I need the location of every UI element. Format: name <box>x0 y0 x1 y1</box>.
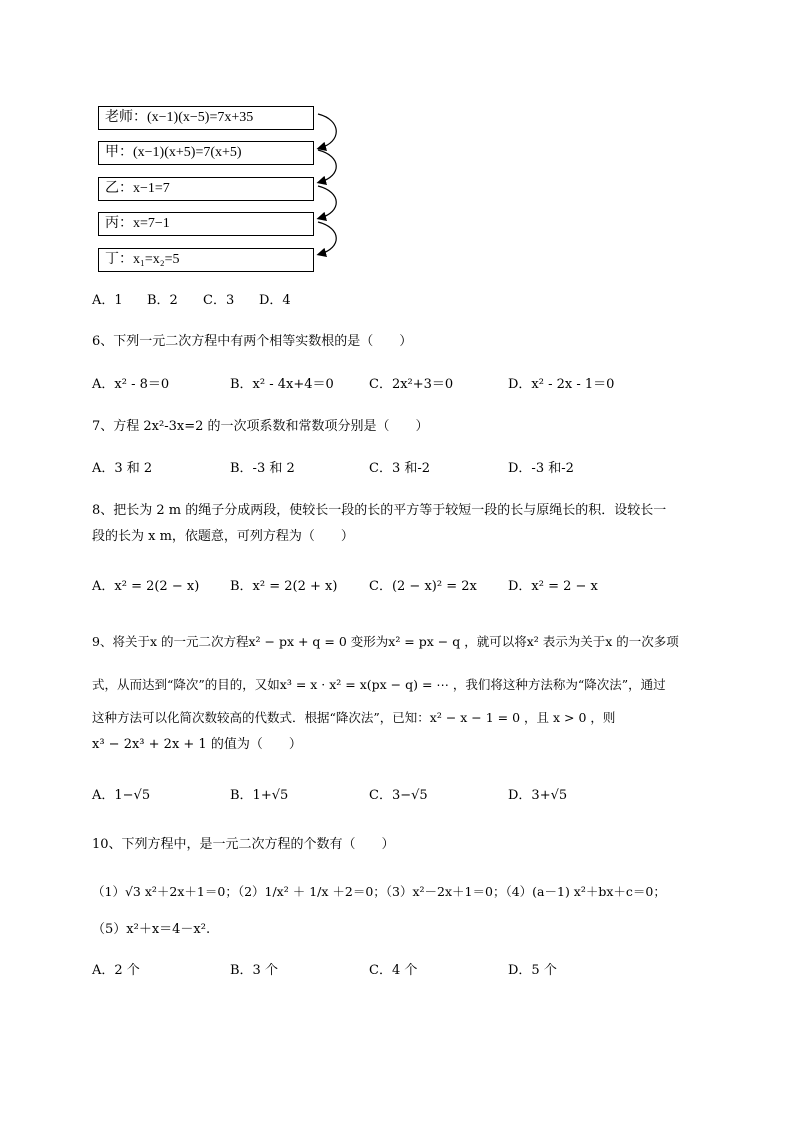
q6-option-b[interactable]: B．x² - 4x+4＝0 <box>230 377 334 392</box>
q6-option-a[interactable]: A．x² - 8＝0 <box>92 377 170 392</box>
curved-arrows <box>316 108 356 268</box>
q10-option-d[interactable]: D．5 个 <box>508 963 557 978</box>
q5-option-d[interactable]: D．4 <box>259 293 291 308</box>
q10-option-b[interactable]: B．3 个 <box>230 963 278 978</box>
q5-option-a[interactable]: A．1 <box>92 293 123 308</box>
step-text: 丁：x₁=x₂=5 <box>105 252 180 267</box>
q9-option-b[interactable]: B．1+√5 <box>230 788 289 803</box>
q8-option-a[interactable]: A．x² = 2(2 − x) <box>92 579 200 594</box>
q10-equations-line1: （1）√3 x²＋2x＋1＝0；（2）1/x² ＋ 1/x ＋2＝0；（3）x²－2x＋1＝0；（4）(a－1) x²＋bx＋c＝0； <box>92 884 666 899</box>
q7-stem: 7、方程 2x²-3x=2 的一次项系数和常数项分别是（ ） <box>92 419 429 434</box>
step-box-bing <box>98 212 314 236</box>
q8-stem-line2: 段的长为 x m，依题意，可列方程为（ ） <box>92 529 354 544</box>
q6-stem: 6、下列一元二次方程中有两个相等实数根的是（ ） <box>92 334 413 349</box>
arrow-3 <box>318 186 336 218</box>
step-box-yi <box>98 177 314 201</box>
q5-option-b[interactable]: B．2 <box>147 293 178 308</box>
q8-stem-line1: 8、把长为 2 m 的绳子分成两段，使较长一段的长的平方等于较短一段的长与原绳长的积．设较长一 <box>92 503 667 518</box>
q9-stem-line4: x³ − 2x³ + 2x + 1 的值为（ ） <box>92 737 302 752</box>
q9-stem-line1: 9、将关于x 的一元二次方程x² − px + q = 0 变形为x² = px − q ，就可以将x² 表示为关于x 的一次多项 <box>92 634 679 649</box>
q7-option-c[interactable]: C．3 和-2 <box>369 461 431 476</box>
q8-option-b[interactable]: B．x² = 2(2 + x) <box>230 579 338 594</box>
arrow-2 <box>318 150 336 182</box>
q8-option-d[interactable]: D．x² = 2 − x <box>508 579 598 594</box>
step-box-ding <box>98 248 314 272</box>
q9-stem-line3: 这种方法可以化简次数较高的代数式．根据“降次法”，已知：x² − x − 1 = 0 ，且 x > 0 ，则 <box>92 710 616 725</box>
step-box-teacher <box>98 106 314 130</box>
arrow-4 <box>318 222 336 254</box>
arrow-1 <box>318 114 336 148</box>
step-box-jia <box>98 141 314 165</box>
q9-option-d[interactable]: D．3+√5 <box>508 788 568 803</box>
q10-stem: 10、下列方程中，是一元二次方程的个数有（ ） <box>92 837 395 852</box>
q9-stem-line2: 式，从而达到“降次”的目的，又如x³ = x · x² = x(px − q) = ⋯ ，我们将这种方法称为“降次法”，通过 <box>92 677 666 692</box>
q5-option-c[interactable]: C．3 <box>203 293 235 308</box>
q6-option-c[interactable]: C．2x²+3＝0 <box>369 377 454 392</box>
q9-option-c[interactable]: C．3−√5 <box>369 788 428 803</box>
step-text: 丙：x=7−1 <box>105 216 170 231</box>
q6-option-d[interactable]: D．x² - 2x - 1＝0 <box>508 377 615 392</box>
q10-equations-line2: （5）x²＋x＝4－x². <box>92 922 211 937</box>
q7-option-d[interactable]: D．-3 和-2 <box>508 461 574 476</box>
q10-option-c[interactable]: C．4 个 <box>369 963 418 978</box>
q10-option-a[interactable]: A．2 个 <box>92 963 140 978</box>
step-text: 老师：(x−1)(x−5)=7x+35 <box>105 110 254 125</box>
q9-option-a[interactable]: A．1−√5 <box>92 788 151 803</box>
step-text: 乙：x−1=7 <box>105 181 170 196</box>
q7-option-b[interactable]: B．-3 和 2 <box>230 461 295 476</box>
q8-option-c[interactable]: C．(2 − x)² = 2x <box>369 579 477 594</box>
q7-option-a[interactable]: A．3 和 2 <box>92 461 153 476</box>
step-text: 甲：(x−1)(x+5)=7(x+5) <box>105 145 242 160</box>
